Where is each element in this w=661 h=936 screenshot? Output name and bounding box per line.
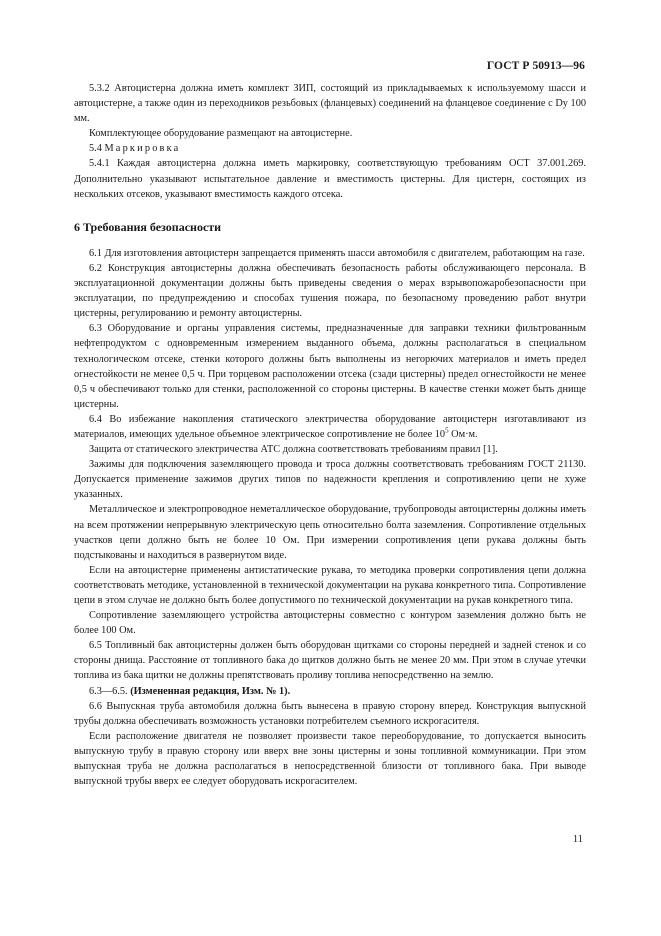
paragraph-6-3: 6.3 Оборудование и органы управления системы, предназначенные для заправки техники фильтрованным нефтепродуктом с одновременным измерением выданного объема, должны располагаться в специальном технологическом отсеке, стенки которого должны быть выполнены из негорючих материалов и иметь предел огнестойкости не менее 0,5 ч. При торцевом расположении отсека (сзади цистерны) предел огнестойкости не менее 0,5 ч обеспечивают только для стенки, расположенной со стороны цистерны. В качестве стенки может быть днище цистерны. (74, 323, 586, 410)
paragraph-6-5: 6.5 Топливный бак автоцистерны должен быть оборудован щитками со стороны передней и задней стенок и со стороны днища. Расстояние от топливного бака до щитков должно быть не менее 20 мм. При этом в случае утечки топлива из бака щитки не должны препятствовать проливу топлива непосредственно на землю. (74, 640, 586, 682)
heading-5-4-title: Маркировка (104, 143, 181, 155)
section-6-title: 6 Требования безопасности (74, 219, 222, 234)
paragraph-6-2: 6.2 Конструкция автоцистерны должна обеспечивать безопасность работы обслуживающего персонала. В эксплуатационной документации должны быть приведены сведения о мерах взрывопожаробезопасности при эксплуатации, по предупреждению и способах тушения пожара, по безопасному проведению работ внутри цистерны, регулированию и ремонту автоцистерны. (74, 262, 586, 320)
exponent: 5 (445, 426, 449, 435)
paragraph-hoses: Если на автоцистерне применены антистатические рукава, то методика проверки сопротивления цепи должна соответствовать методике, установленной в технической документации на рукава конкретного типа. Сопротивление цепи в этом случае не должно быть более допустимого по технической документации на рукав конкретного типа. (74, 564, 586, 606)
standard-header: ГОСТ Р 50913—96 (486, 60, 585, 72)
paragraph-grounding: Сопротивление заземляющего устройства автоцистерны совместно с контуром заземления должно быть не более 100 Ом. (74, 610, 586, 637)
document-body (74, 81, 586, 789)
paragraph-6-4 (74, 412, 586, 442)
paragraph-amendment (74, 684, 586, 699)
heading-5-4-number: 5.4 (89, 143, 102, 155)
paragraph-6-1: 6.1 Для изготовления автоцистерн запрещается применять шасси автомобиля с двигателем, работающим на газе. (89, 247, 585, 259)
paragraph-6-4-text: 6.4 Во избежание накопления статического электричества оборудование автоцистерн изготавливают из материалов, имеющих удельное объемное электрическое сопротивление не более 10 (74, 413, 586, 440)
paragraph-static: Защита от статического электричества АТС должна соответствовать требованиям правил [1]. (89, 444, 498, 456)
paragraph-5-4-1: 5.4.1 Каждая автоцистерна должна иметь маркировку, соответствующую требованиям ОСТ 37.001.269. Дополнительно указывают испытательное давление и вместимость цистерны. Для цистерн, состоящих из нескольких отсеков, указывают вместимость каждого отсека. (74, 158, 586, 200)
amendment-note: (Измененная редакция, Изм. № 1). (130, 685, 291, 697)
paragraph-engine: Если расположение двигателя не позволяет произвести такое переоборудование, то допускается выносить выпускную трубу в правую сторону или вверх вне зоны цистерны и зоны топливной коммуникации. При этом выпускная труба не должна располагаться в непосредственной близости от топливного бака. При выводе выпускной трубы вверх ее следует оборудовать искрогасителем. (74, 730, 586, 788)
paragraph-clamps: Зажимы для подключения заземляющего провода и троса должны соответствовать требованиям ГОСТ 21130. Допускается применение зажимов других типов по надежности крепления и сопротивлению цепи не хуже указанных. (74, 459, 586, 501)
heading-5-4 (74, 141, 586, 156)
page-number: 11 (572, 834, 583, 845)
amendment-ref: 6.3—6.5. (89, 685, 128, 697)
paragraph-6-6: 6.6 Выпускная труба автомобиля должна быть вынесена в правую сторону вперед. Конструкция выпускной трубы должна обеспечивать возможность установки потребителем съемного искрогасителя. (74, 700, 586, 727)
paragraph-5-3-2: 5.3.2 Автоцистерна должна иметь комплект ЗИП, состоящий из прикладываемых к используемому шасси и автоцистерне, а также один из переходников резьбовых (фланцевых) соединений на фланцевое соединение с Dу 100 мм. (74, 83, 586, 125)
paragraph-equipment: Комплектующее оборудование размещают на автоцистерне. (89, 128, 353, 140)
paragraph-metal: Металлическое и электропроводное неметаллическое оборудование, трубопроводы автоцистерны должны иметь на всем протяжении непрерывную электрическую цепь относительно болта заземления. Сопротивление отдельных участков цепи должно быть не более 10 Ом. При измерении сопротивления цепи рукава должны быть подстыкованы и находиться в развернутом виде. (74, 504, 586, 561)
unit-text: Ом·м. (448, 428, 478, 440)
